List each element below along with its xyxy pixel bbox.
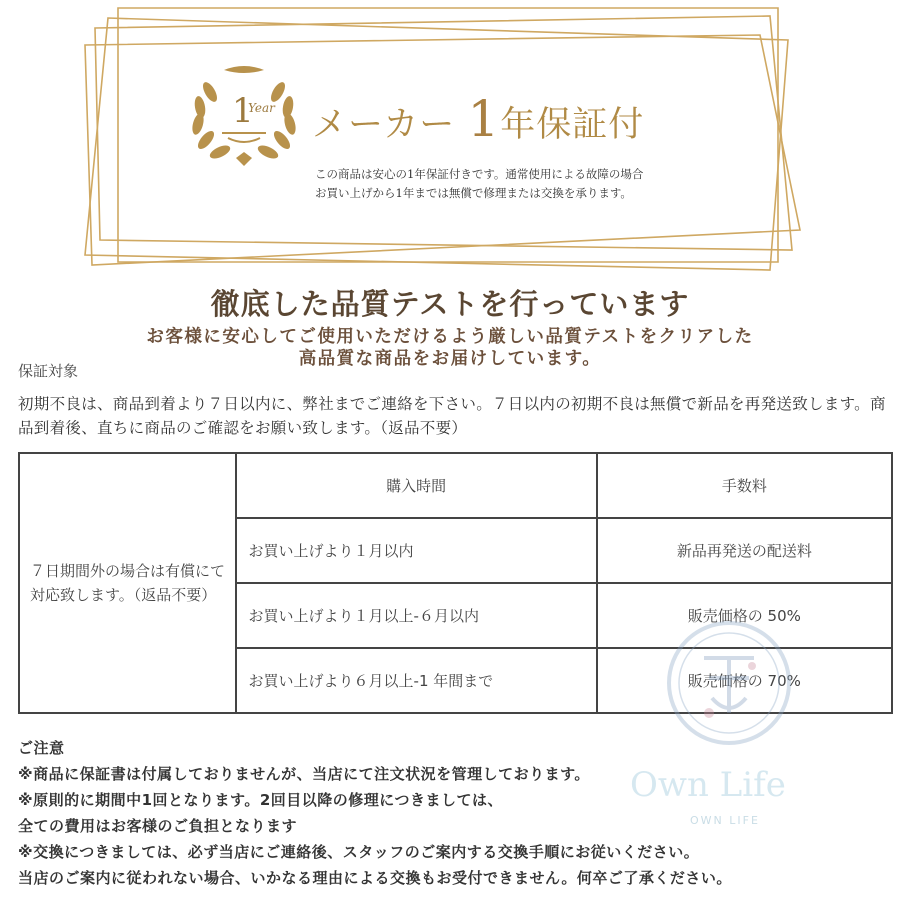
watermark-subtext: OWN LIFE — [690, 814, 760, 827]
row-period: お買い上げより６月以上-1 年間まで — [236, 648, 597, 713]
row-fee: 販売価格の 50% — [597, 583, 892, 648]
banner-desc-line: お買い上げから1年までは無償で修理または交換を承ります。 — [315, 186, 632, 200]
notes-title: ご注意 — [18, 739, 65, 757]
note-line: ※原則的に期間中1回となります。2回目以降の修理につきましては、 — [18, 791, 503, 809]
row-period: お買い上げより１月以内 — [236, 518, 597, 583]
watermark-seal-icon — [664, 618, 794, 748]
note-line: 全ての費用はお客様のご負担となります — [18, 817, 298, 835]
table-header-row — [19, 453, 892, 518]
badge-number: 1 — [232, 91, 254, 131]
header-purchase-time: 購入時間 — [236, 453, 597, 518]
quality-sub-line: 高品質な商品をお届けしています。 — [298, 349, 602, 369]
note-line: ※交換につきましては、必ず当店にご連絡後、スタッフのご案内する交換手順にお従いください。 — [18, 843, 700, 861]
banner-title-pre: メーカー — [312, 105, 456, 145]
quality-sub-line: お客様に安心してご使用いただけるよう厳しい品質テストをクリアした — [146, 327, 754, 347]
warranty-label: 保証対象 — [18, 362, 79, 380]
row-fee: 販売価格の 70% — [597, 648, 892, 713]
note-line: 当店のご案内に従われない場合、いかなる理由による交換もお受付できません。何卒ご了承ください。 — [18, 869, 732, 887]
one-year-laurel-icon — [180, 62, 308, 172]
banner-title — [312, 90, 644, 148]
banner-desc-line: この商品は安心の1年保証付きです。通常使用による故障の場合 — [315, 167, 644, 181]
banner-title-post: 年保証付 — [500, 105, 645, 145]
notes-section — [18, 735, 898, 891]
note-line: ※商品に保証書は付属しておりませんが、当店にて注文状況を管理しております。 — [18, 765, 590, 783]
banner-title-number: 1 — [467, 90, 501, 148]
warranty-paragraph: 初期不良は、商品到着より７日以内に、弊社までご連絡を下さい。７日以内の初期不良は無償で新品を再発送致します。商品到着後、直ちに商品のご確認をお願い致します。（返品不要） — [18, 395, 886, 437]
warranty-banner — [0, 0, 900, 272]
out-of-period-cell: ７日期間外の場合は有償にて対応致します。（返品不要） — [19, 453, 236, 713]
row-fee: 新品再発送の配送料 — [597, 518, 892, 583]
quality-subheading — [0, 326, 900, 370]
quality-heading: 徹底した品質テストを行っています — [210, 287, 690, 321]
banner-description — [315, 165, 643, 203]
badge-word: Year — [248, 101, 275, 115]
row-period: お買い上げより１月以上-６月以内 — [236, 583, 597, 648]
watermark-text: Own Life — [630, 765, 786, 805]
header-fee: 手数料 — [597, 453, 892, 518]
